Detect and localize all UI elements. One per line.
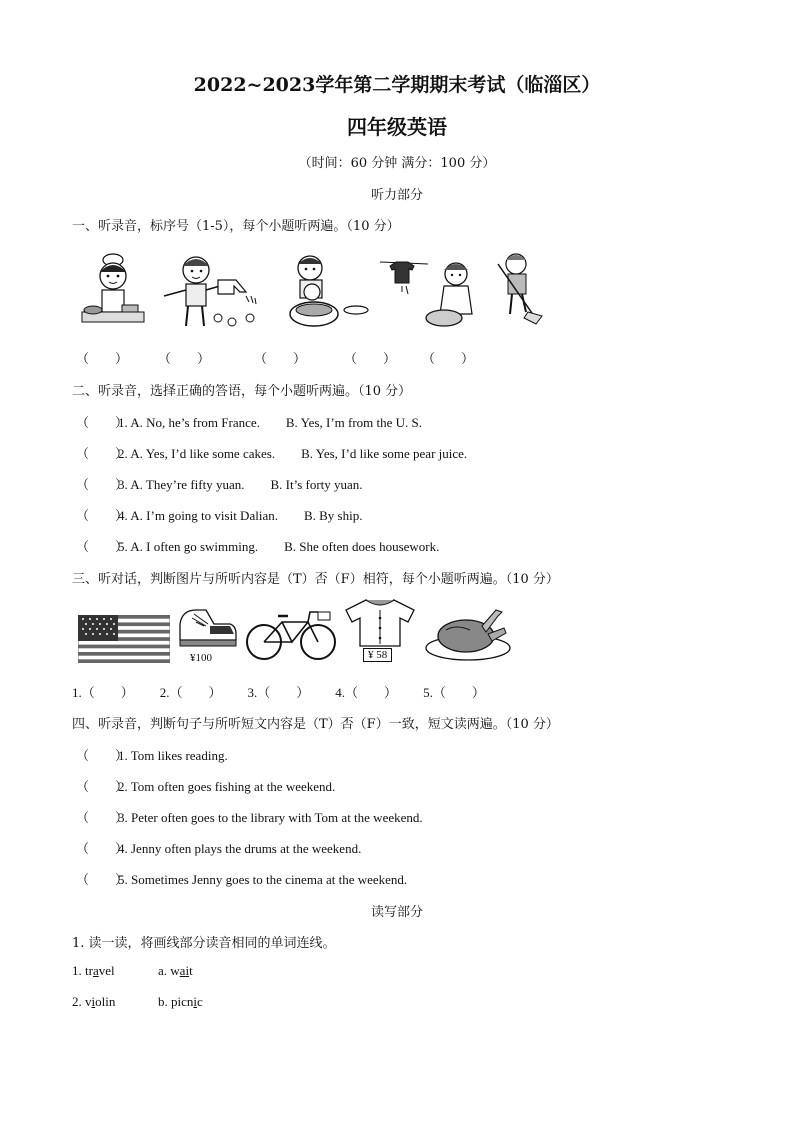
option-b: B. She often does housework. bbox=[284, 539, 440, 554]
question-2-2 bbox=[76, 443, 467, 462]
question-2-1 bbox=[76, 412, 422, 431]
reading-label: 读写部分 bbox=[370, 905, 423, 920]
section-2-heading: 二、听录音，选择正确的答语，每个小题听两遍。（10 分） bbox=[72, 384, 412, 399]
section-1-heading: 一、听录音，标序号（1-5），每个小题听两遍。（10 分） bbox=[72, 219, 400, 234]
option-b: B. Yes, I’d like some pear juice. bbox=[301, 446, 468, 461]
answer-paren[interactable]: （ ） bbox=[76, 841, 129, 856]
answer-paren[interactable]: （ ） bbox=[76, 539, 129, 554]
roast-chicken-image bbox=[422, 600, 512, 662]
underlined-letters: i bbox=[193, 994, 198, 1009]
option-b: B. It’s forty yuan. bbox=[270, 477, 363, 492]
shirt-price-tag: ¥ 58 bbox=[363, 648, 392, 662]
statement: 2. Tom often goes fishing at the weekend. bbox=[118, 779, 336, 794]
answer-paren[interactable]: 2.（ ） bbox=[159, 685, 222, 700]
answer-blank-2[interactable]: （ ） bbox=[158, 351, 211, 366]
word-part: olin bbox=[95, 994, 116, 1009]
answer-blank-1[interactable]: （ ） bbox=[76, 351, 129, 366]
sweeping-floor-image bbox=[490, 250, 548, 330]
match-row-1 bbox=[72, 963, 193, 979]
answer-paren[interactable]: （ ） bbox=[76, 415, 129, 430]
answer-paren[interactable]: 5.（ ） bbox=[423, 685, 485, 700]
question-2-3 bbox=[76, 474, 363, 493]
answer-blank-4[interactable]: （ ） bbox=[344, 351, 397, 366]
answer-paren[interactable]: 4.（ ） bbox=[335, 685, 398, 700]
option-a: 1. A. No, he’s from France. bbox=[118, 415, 260, 430]
underlined-letters: i bbox=[91, 994, 96, 1009]
statement: 5. Sometimes Jenny goes to the cinema at the weekend. bbox=[118, 872, 408, 887]
underlined-letters: ai bbox=[179, 963, 190, 978]
option-b: B. By ship. bbox=[303, 508, 363, 523]
word-part: c bbox=[197, 994, 203, 1009]
section-3-answers bbox=[72, 682, 511, 701]
option-a: 5. A. I often go swimming. bbox=[118, 539, 259, 554]
question-2-5 bbox=[76, 536, 439, 555]
word-part: 2. v bbox=[72, 994, 92, 1009]
reading-q1-heading: 1. 读一读，将画线部分读音相同的单词连线。 bbox=[72, 936, 336, 951]
word-part: t bbox=[189, 963, 193, 978]
question-4-4 bbox=[76, 838, 361, 857]
shirt-image bbox=[344, 598, 416, 648]
question-4-3 bbox=[76, 807, 423, 826]
answer-paren[interactable]: （ ） bbox=[76, 508, 129, 523]
match-right-word[interactable] bbox=[158, 963, 193, 979]
underlined-letters: a bbox=[92, 963, 99, 978]
statement: 1. Tom likes reading. bbox=[118, 748, 228, 763]
sneakers-image bbox=[176, 606, 238, 652]
option-a: 2. A. Yes, I’d like some cakes. bbox=[118, 446, 276, 461]
statement: 3. Peter often goes to the library with Tom at the weekend. bbox=[118, 810, 423, 825]
answer-paren[interactable]: （ ） bbox=[76, 477, 129, 492]
answer-paren[interactable]: （ ） bbox=[76, 748, 129, 763]
question-4-5 bbox=[76, 869, 407, 888]
listening-label: 听力部分 bbox=[370, 188, 423, 203]
answer-paren[interactable]: （ ） bbox=[76, 872, 129, 887]
word-part: 1. tr bbox=[72, 963, 93, 978]
shoes-price: ¥100 bbox=[190, 652, 212, 664]
washing-dishes-image bbox=[282, 252, 372, 330]
exam-title: 2022~2023学年第二学期期末考试（临淄区） bbox=[193, 74, 601, 96]
washing-clothes-image bbox=[378, 252, 478, 332]
answer-paren[interactable]: （ ） bbox=[76, 810, 129, 825]
answer-blank-3[interactable]: （ ） bbox=[254, 351, 307, 366]
word-part: a. w bbox=[158, 963, 180, 978]
section-4-heading: 四、听录音，判断句子与所听短文内容是（T）否（F）一致，短文读两遍。（10 分） bbox=[72, 717, 559, 732]
word-part: b. picn bbox=[158, 994, 194, 1009]
watering-flowers-image bbox=[158, 252, 263, 330]
match-right-word[interactable] bbox=[158, 994, 203, 1010]
answer-blank-5[interactable]: （ ） bbox=[422, 351, 475, 366]
word-part: vel bbox=[98, 963, 115, 978]
option-a: 3. A. They’re fifty yuan. bbox=[118, 477, 245, 492]
us-flag-image bbox=[78, 615, 170, 663]
question-4-2 bbox=[76, 776, 335, 795]
section-3-heading: 三、听对话，判断图片与所听内容是（T）否（F）相符，每个小题听两遍。（10 分） bbox=[72, 572, 559, 587]
statement: 4. Jenny often plays the drums at the weekend. bbox=[118, 841, 362, 856]
question-2-4 bbox=[76, 505, 362, 524]
answer-paren[interactable]: （ ） bbox=[76, 779, 129, 794]
question-4-1 bbox=[76, 745, 228, 764]
match-row-2 bbox=[72, 994, 203, 1010]
option-a: 4. A. I’m going to visit Dalian. bbox=[118, 508, 278, 523]
exam-subtitle: 四年级英语 bbox=[347, 115, 447, 139]
exam-meta: （时间：60 分钟 满分：100 分） bbox=[298, 156, 496, 171]
cooking-girl-image bbox=[78, 250, 148, 330]
answer-paren[interactable]: 3.（ ） bbox=[247, 685, 310, 700]
answer-paren[interactable]: 1.（ ） bbox=[72, 685, 134, 700]
option-b: B. Yes, I’m from the U. S. bbox=[285, 415, 423, 430]
answer-paren[interactable]: （ ） bbox=[76, 446, 129, 461]
bicycle-image bbox=[244, 602, 338, 664]
